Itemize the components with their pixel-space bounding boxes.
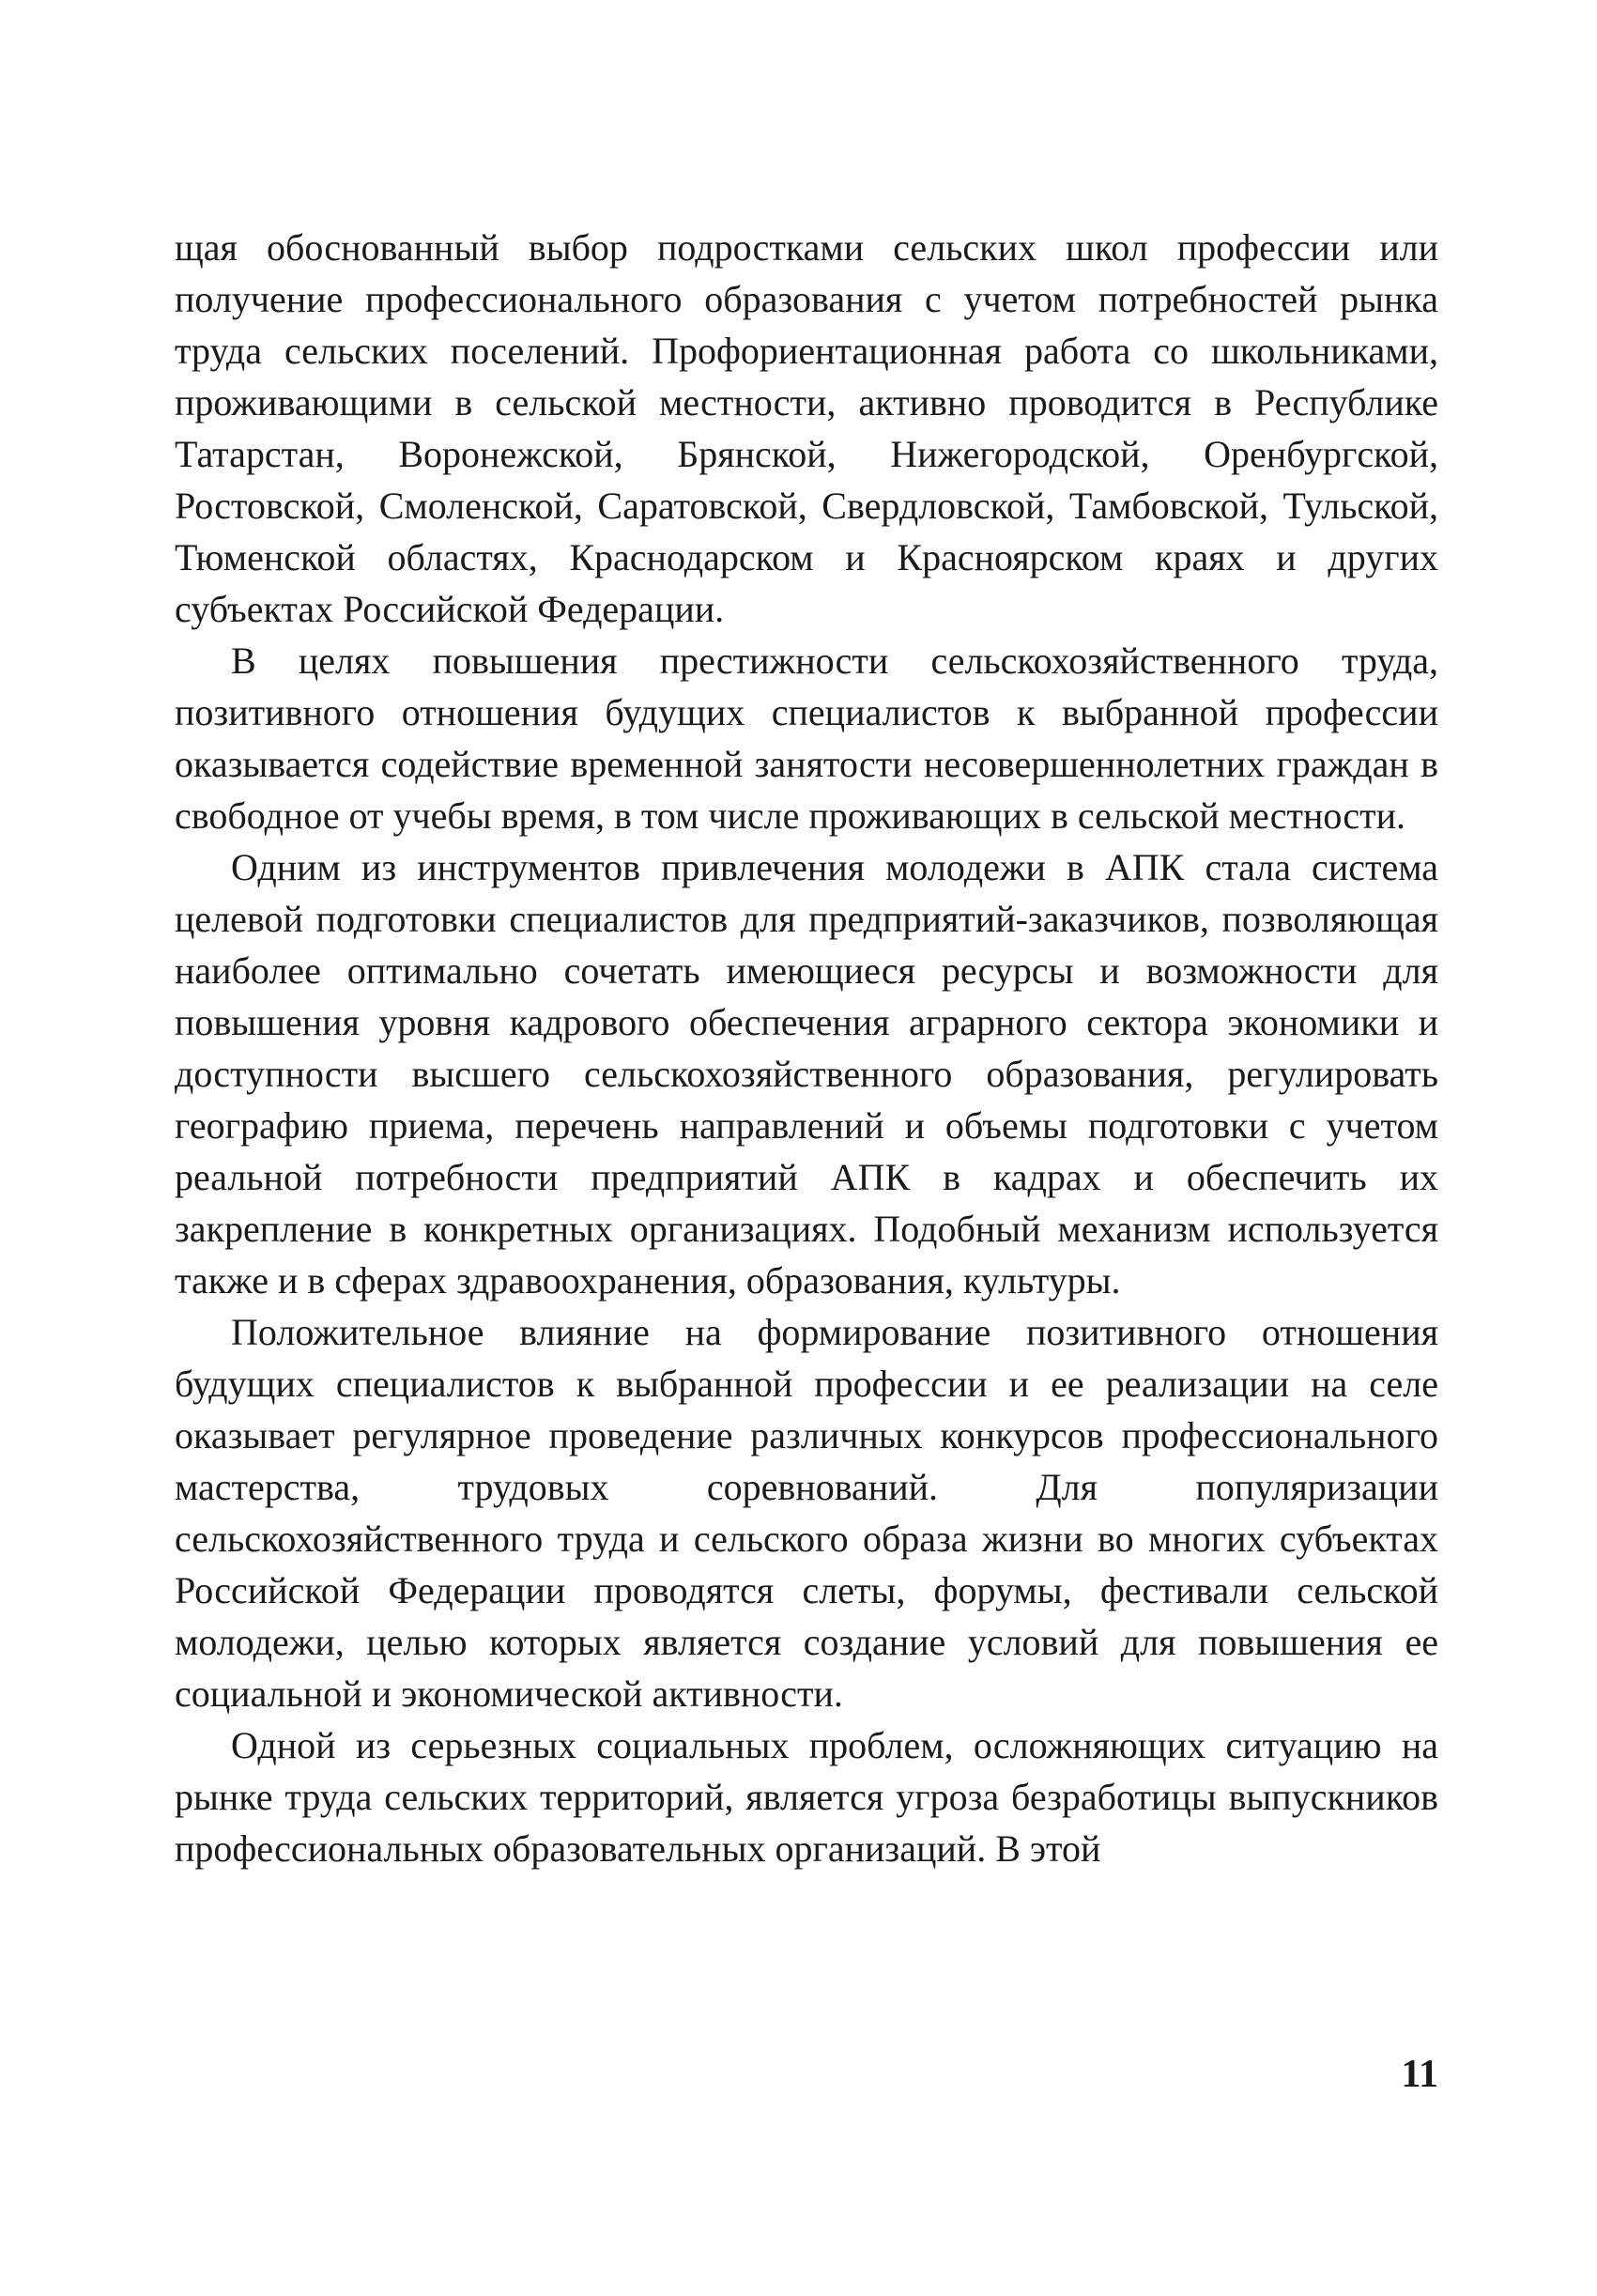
paragraph-prestige: В целях повышения престижности сельскохозяйственного труда, позитивного отношения будущих специалистов к выбранной профессии оказывается содействие временной занятости несовершеннолетних граждан в свободное от учебы время, в том числе проживающих в сельской местности.	[175, 639, 1438, 837]
paragraph-continuation: щая обоснованный выбор подростками сельских школ профессии или получение профессионального образования с учетом потребностей рынка труда сельских поселений. Профориентационная работа со школьниками, проживающими в сельской местности, активно проводится в Республике Татарстан, Воронежской, Брянской, Нижегородской, Оренбургской, Ростовской, Смоленской, Саратовской, Свердловской, Тамбовской, Тульской, Тюменской областях, Краснодарском и Красноярском краях и других субъектах Российской Федерации.	[175, 226, 1438, 630]
body-text	[175, 222, 1438, 1874]
paragraph-unemployment: Одной из серьезных социальных проблем, осложняющих ситуацию на рынке труда сельских территорий, является угроза безработицы выпускников профессиональных образовательных организаций. В этой	[175, 1724, 1438, 1870]
page-number: 11	[1401, 2053, 1438, 2096]
paragraph-competitions: Положительное влияние на формирование позитивного отношения будущих специалистов к выбранной профессии и ее реализации на селе оказывает регулярное проведение различных конкурсов профессионального мастерства, трудовых соревнований. Для популяризации сельскохозяйственного труда и сельского образа жизни во многих субъектах Российской Федерации проводятся слеты, форумы, фестивали сельской молодежи, целью которых является создание условий для повышения ее социальной и экономической активности.	[175, 1311, 1438, 1715]
paragraph-targeted-training: Одним из инструментов привлечения молодежи в АПК стала система целевой подготовки специалистов для предприятий-заказчиков, позволяющая наиболее оптимально сочетать имеющиеся ресурсы и возможности для повышения уровня кадрового обеспечения аграрного сектора экономики и доступности высшего сельскохозяйственного образования, регулировать географию приема, перечень направлений и объемы подготовки с учетом реальной потребности предприятий АПК в кадрах и обеспечить их закрепление в конкретных организациях. Подобный механизм используется также и в сферах здравоохранения, образования, культуры.	[175, 846, 1438, 1302]
